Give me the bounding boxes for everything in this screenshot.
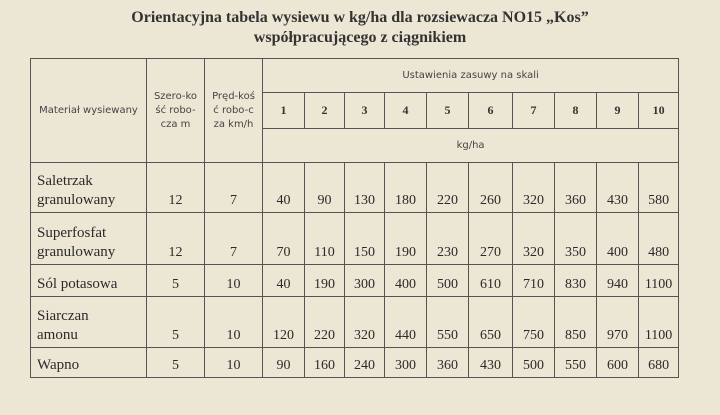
rate-value: 430 <box>469 348 513 378</box>
material-name-line-1: Siarczan <box>37 308 89 324</box>
working-width-value: 5 <box>147 265 205 297</box>
material-name: Wapno <box>31 348 147 378</box>
working-width-value: 5 <box>147 297 205 348</box>
material-name <box>31 297 147 348</box>
working-speed-value: 10 <box>205 265 263 297</box>
rate-value: 260 <box>469 163 513 213</box>
rate-value: 970 <box>597 297 639 348</box>
setting-number: 9 <box>597 93 639 129</box>
title-line-2: współpracującego z ciągnikiem <box>253 29 467 46</box>
header-working-speed <box>205 59 263 163</box>
rate-value: 1100 <box>639 265 679 297</box>
rate-value: 320 <box>513 213 555 265</box>
rate-value: 230 <box>427 213 469 265</box>
rate-value: 110 <box>305 213 345 265</box>
working-speed-value: 7 <box>205 163 263 213</box>
setting-number: 3 <box>345 93 385 129</box>
table-title <box>0 8 720 48</box>
working-speed-value: 10 <box>205 297 263 348</box>
working-width-value: 5 <box>147 348 205 378</box>
material-name-line-1: Saletrzak <box>37 173 93 189</box>
rate-value: 90 <box>263 348 305 378</box>
rate-value: 650 <box>469 297 513 348</box>
setting-number: 1 <box>263 93 305 129</box>
header-working-width <box>147 59 205 163</box>
rate-value: 550 <box>555 348 597 378</box>
rate-value: 430 <box>597 163 639 213</box>
rate-value: 120 <box>263 297 305 348</box>
material-name-line-2: granulowany <box>37 192 116 208</box>
rate-value: 940 <box>597 265 639 297</box>
rate-value: 300 <box>345 265 385 297</box>
rate-value: 90 <box>305 163 345 213</box>
seeding-rate-table <box>30 58 679 378</box>
table-row <box>31 348 679 378</box>
rate-value: 440 <box>385 297 427 348</box>
rate-value: 400 <box>597 213 639 265</box>
rate-value: 710 <box>513 265 555 297</box>
rate-value: 240 <box>345 348 385 378</box>
rate-value: 550 <box>427 297 469 348</box>
table-row <box>31 265 679 297</box>
rate-value: 850 <box>555 297 597 348</box>
working-speed-value: 10 <box>205 348 263 378</box>
setting-number: 2 <box>305 93 345 129</box>
rate-value: 1100 <box>639 297 679 348</box>
rate-value: 360 <box>427 348 469 378</box>
setting-number: 7 <box>513 93 555 129</box>
header-gate-settings: Ustawienia zasuwy na skali <box>263 59 679 93</box>
material-name-line-2: amonu <box>37 327 78 343</box>
header-unit: kg/ha <box>263 129 679 163</box>
material-name: Sól potasowa <box>31 265 147 297</box>
rate-value: 70 <box>263 213 305 265</box>
rate-value: 180 <box>385 163 427 213</box>
rate-value: 750 <box>513 297 555 348</box>
rate-value: 40 <box>263 265 305 297</box>
rate-value: 300 <box>385 348 427 378</box>
rate-value: 360 <box>555 163 597 213</box>
rate-value: 320 <box>345 297 385 348</box>
table-row <box>31 297 679 348</box>
rate-value: 830 <box>555 265 597 297</box>
material-name <box>31 163 147 213</box>
rate-value: 580 <box>639 163 679 213</box>
setting-number: 6 <box>469 93 513 129</box>
rate-value: 130 <box>345 163 385 213</box>
material-name <box>31 213 147 265</box>
header-working-speed-label: Pręd-kość robo-cza km/h <box>212 90 255 130</box>
rate-value: 500 <box>513 348 555 378</box>
setting-number: 10 <box>639 93 679 129</box>
working-speed-value: 7 <box>205 213 263 265</box>
rate-value: 320 <box>513 163 555 213</box>
rate-value: 270 <box>469 213 513 265</box>
header-working-width-label: Szero-kość robo-cza m <box>153 90 198 130</box>
working-width-value: 12 <box>147 163 205 213</box>
rate-value: 150 <box>345 213 385 265</box>
rate-value: 190 <box>385 213 427 265</box>
table-row <box>31 163 679 213</box>
rate-value: 610 <box>469 265 513 297</box>
rate-value: 400 <box>385 265 427 297</box>
setting-number: 8 <box>555 93 597 129</box>
setting-number: 4 <box>385 93 427 129</box>
rate-value: 350 <box>555 213 597 265</box>
header-material: Materiał wysiewany <box>31 59 147 163</box>
rate-value: 190 <box>305 265 345 297</box>
rate-value: 160 <box>305 348 345 378</box>
title-line-1: Orientacyjna tabela wysiewu w kg/ha dla rozsiewacza NO15 „Kos” <box>131 9 589 26</box>
working-width-value: 12 <box>147 213 205 265</box>
material-name-line-1: Superfosfat <box>37 225 107 241</box>
rate-value: 500 <box>427 265 469 297</box>
rate-value: 600 <box>597 348 639 378</box>
header-row-1 <box>31 59 679 93</box>
rate-value: 480 <box>639 213 679 265</box>
rate-value: 40 <box>263 163 305 213</box>
rate-value: 680 <box>639 348 679 378</box>
setting-number: 5 <box>427 93 469 129</box>
material-name-line-2: granulowany <box>37 244 116 260</box>
rate-value: 220 <box>305 297 345 348</box>
rate-value: 220 <box>427 163 469 213</box>
table-row <box>31 213 679 265</box>
